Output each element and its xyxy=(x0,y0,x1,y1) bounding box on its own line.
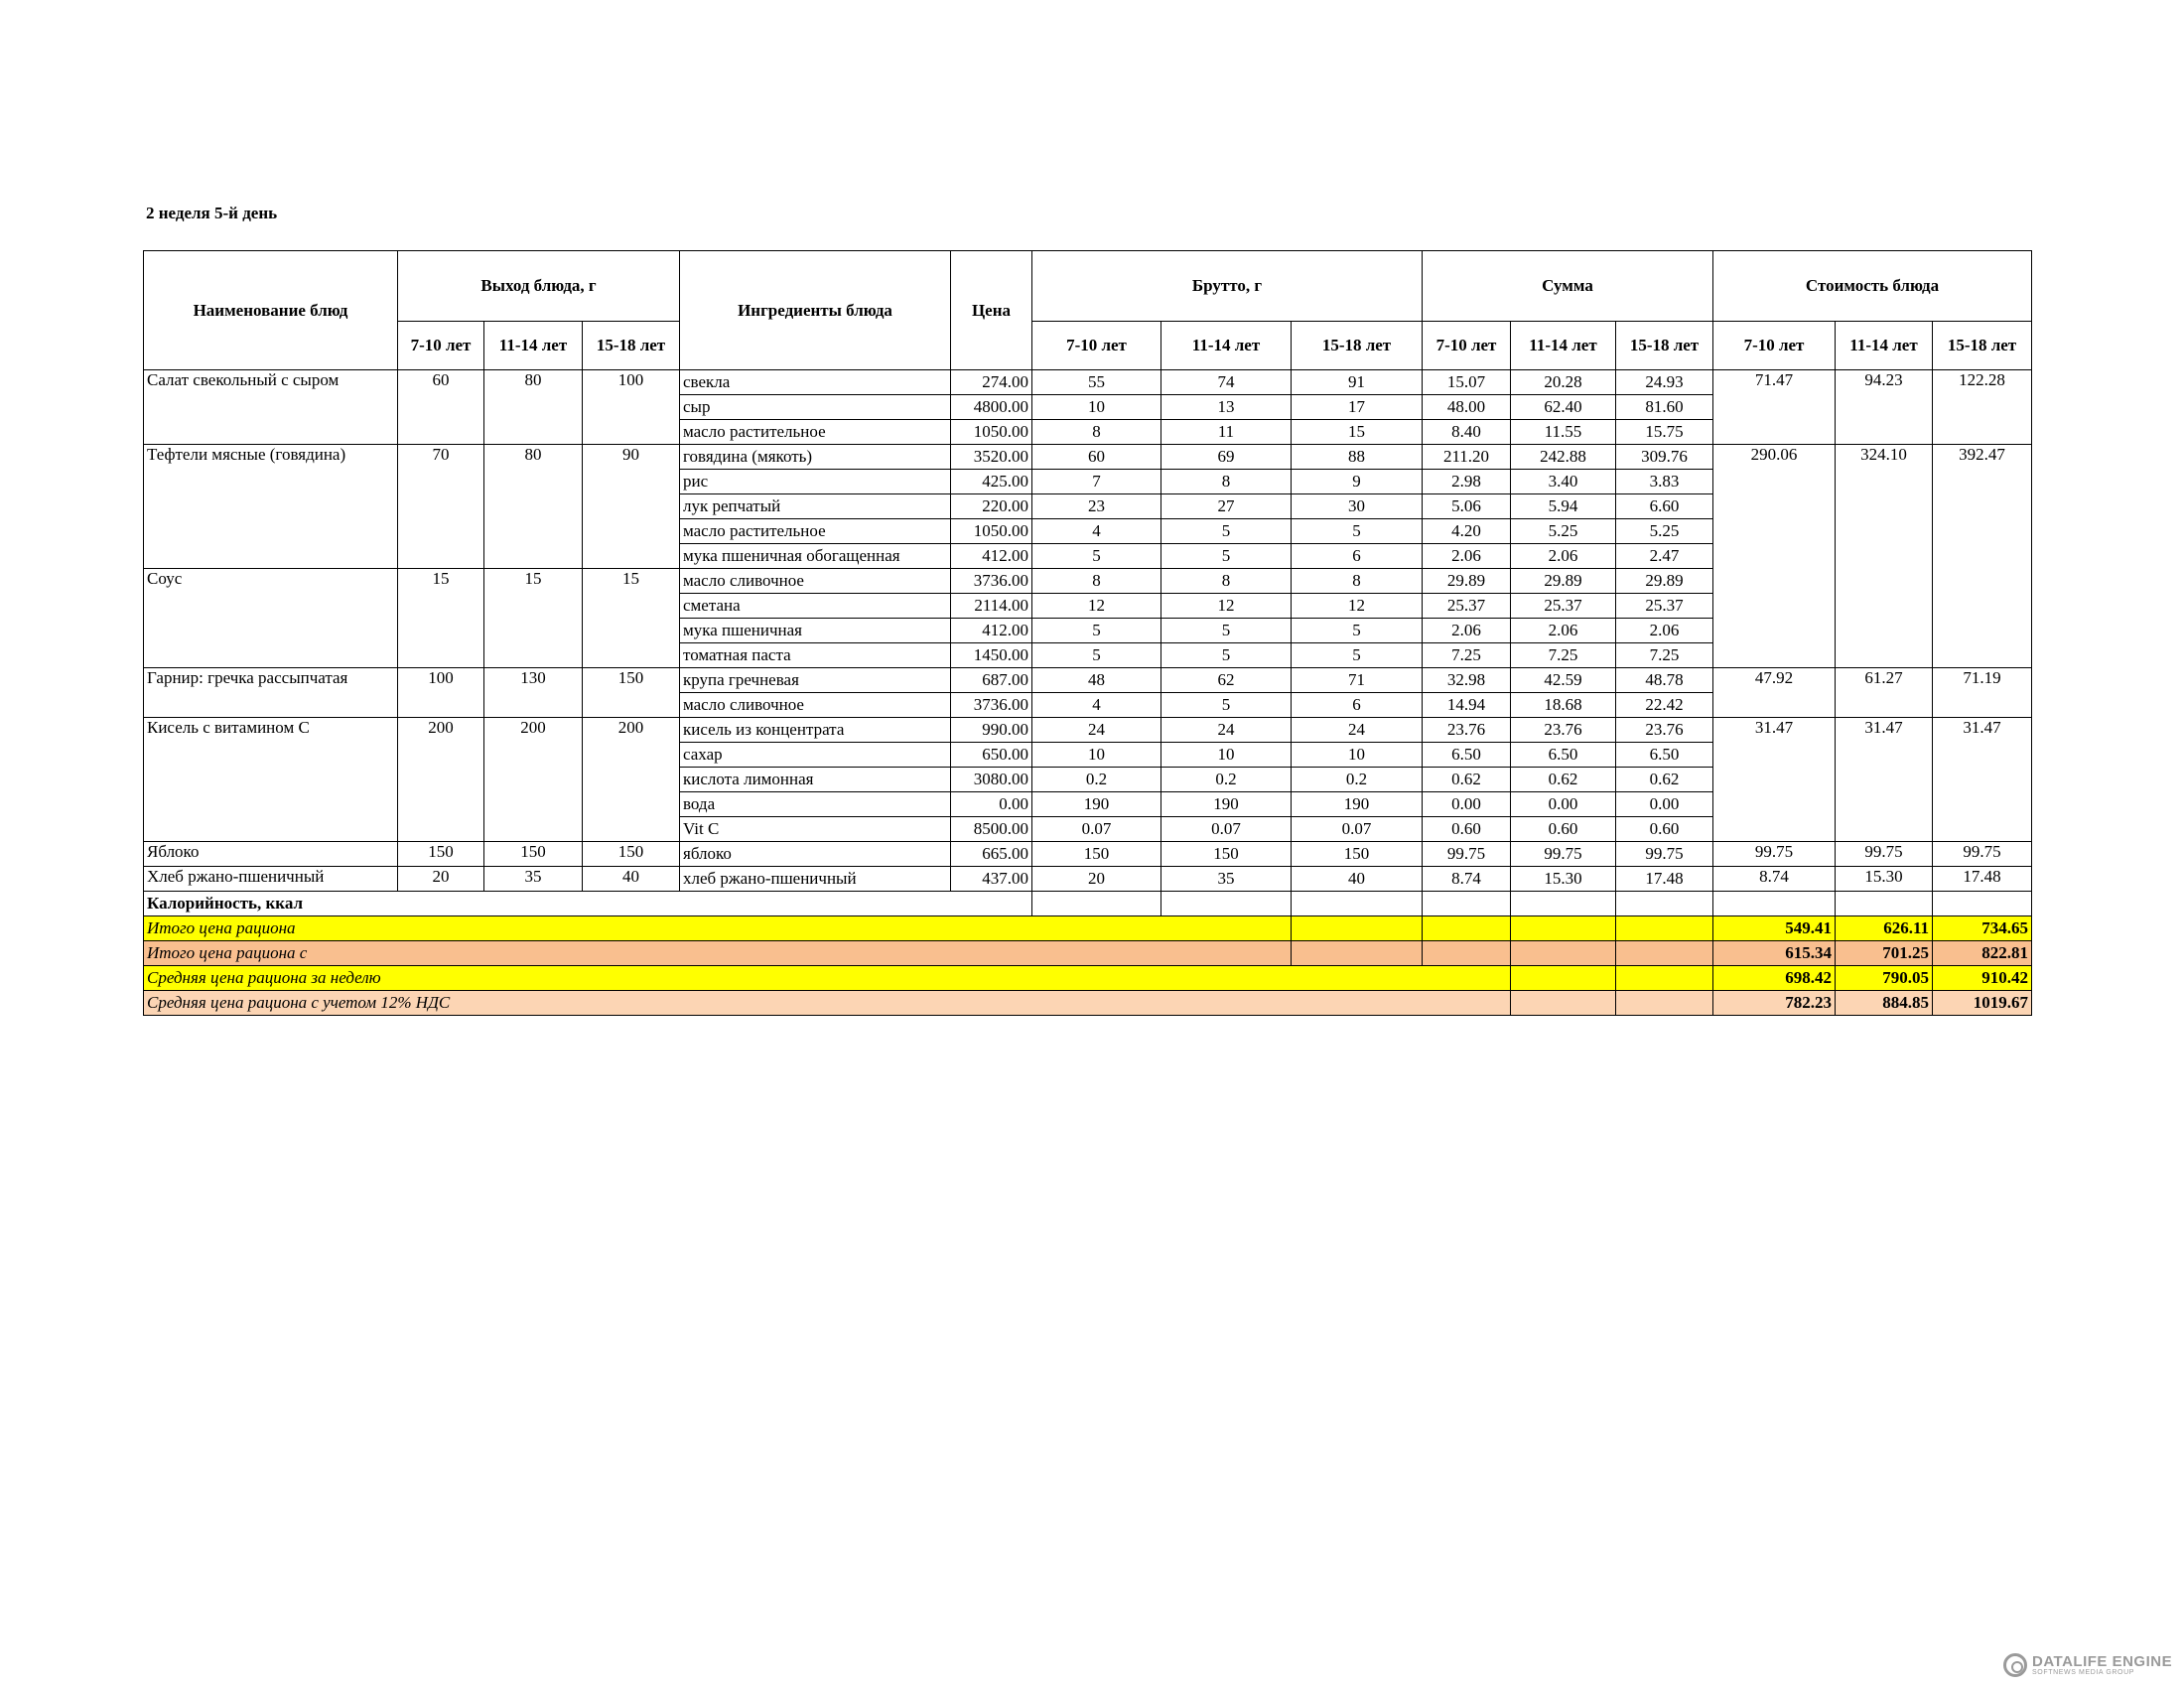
sum-value: 7.25 xyxy=(1423,643,1511,668)
ingredient-price: 8500.00 xyxy=(951,817,1032,842)
ingredient-name: томатная паста xyxy=(680,643,951,668)
ingredient-price: 425.00 xyxy=(951,470,1032,494)
total-empty-cell xyxy=(1616,991,1713,1016)
ingredient-name: рис xyxy=(680,470,951,494)
sum-value: 24.93 xyxy=(1616,370,1713,395)
watermark-title: DATALIFE ENGINE xyxy=(2032,1652,2173,1670)
brutto-value: 5 xyxy=(1161,519,1292,544)
sum-value: 0.00 xyxy=(1616,792,1713,817)
dish-cost-value: 290.06 xyxy=(1713,445,1836,668)
dish-name: Тефтели мясные (говядина) xyxy=(144,445,398,569)
total-value: 910.42 xyxy=(1933,966,2032,991)
sum-value: 3.83 xyxy=(1616,470,1713,494)
total-value: 1019.67 xyxy=(1933,991,2032,1016)
ingredient-name: лук репчатый xyxy=(680,494,951,519)
sum-value: 23.76 xyxy=(1423,718,1511,743)
total-row xyxy=(144,966,2032,991)
watermark-subtitle: SOFTNEWS MEDIA GROUP xyxy=(2032,1668,2135,1676)
brutto-value: 48 xyxy=(1032,668,1161,693)
total-empty-cell xyxy=(1292,916,1423,941)
dish-cost-value: 31.47 xyxy=(1933,718,2032,842)
kcal-empty-cell xyxy=(1511,892,1616,916)
ingredient-price: 412.00 xyxy=(951,544,1032,569)
sum-value: 0.60 xyxy=(1616,817,1713,842)
sum-value: 6.50 xyxy=(1511,743,1616,768)
brutto-value: 5 xyxy=(1032,544,1161,569)
total-empty-cell xyxy=(1511,991,1616,1016)
brutto-value: 20 xyxy=(1032,867,1161,892)
dish-cost-value: 8.74 xyxy=(1713,867,1836,892)
dish-cost-value: 392.47 xyxy=(1933,445,2032,668)
kcal-empty-cell xyxy=(1933,892,2032,916)
ingredient-name: масло сливочное xyxy=(680,569,951,594)
sum-value: 0.60 xyxy=(1423,817,1511,842)
kcal-empty-cell xyxy=(1616,892,1713,916)
total-value: 626.11 xyxy=(1836,916,1933,941)
age-header: 7-10 лет xyxy=(1713,322,1836,370)
sum-value: 25.37 xyxy=(1511,594,1616,619)
brutto-value: 62 xyxy=(1161,668,1292,693)
table-row xyxy=(144,668,2032,693)
sum-value: 2.06 xyxy=(1511,619,1616,643)
ingredient-name: масло растительное xyxy=(680,420,951,445)
ingredient-price: 220.00 xyxy=(951,494,1032,519)
kcal-empty-cell xyxy=(1423,892,1511,916)
brutto-value: 190 xyxy=(1161,792,1292,817)
brutto-value: 8 xyxy=(1161,569,1292,594)
sum-value: 42.59 xyxy=(1511,668,1616,693)
ingredient-price: 1450.00 xyxy=(951,643,1032,668)
dish-cost-value: 99.75 xyxy=(1836,842,1933,867)
sum-value: 6.50 xyxy=(1423,743,1511,768)
total-label: Итого цена рациона с xyxy=(144,941,1292,966)
brutto-value: 24 xyxy=(1032,718,1161,743)
total-row xyxy=(144,991,2032,1016)
ingredient-name: вода xyxy=(680,792,951,817)
brutto-value: 30 xyxy=(1292,494,1423,519)
sum-value: 25.37 xyxy=(1616,594,1713,619)
ingredient-name: сметана xyxy=(680,594,951,619)
yield-value: 20 xyxy=(398,867,484,892)
total-empty-cell xyxy=(1616,916,1713,941)
dish-cost-value: 71.47 xyxy=(1713,370,1836,445)
brutto-value: 4 xyxy=(1032,693,1161,718)
sum-value: 62.40 xyxy=(1511,395,1616,420)
brutto-value: 5 xyxy=(1161,619,1292,643)
age-header: 15-18 лет xyxy=(1933,322,2032,370)
total-row xyxy=(144,916,2032,941)
header-yield: Выход блюда, г xyxy=(398,251,680,322)
ingredient-price: 3080.00 xyxy=(951,768,1032,792)
dish-cost-value: 31.47 xyxy=(1836,718,1933,842)
total-value: 822.81 xyxy=(1933,941,2032,966)
brutto-value: 17 xyxy=(1292,395,1423,420)
header-row-1 xyxy=(144,251,2032,322)
brutto-value: 27 xyxy=(1161,494,1292,519)
brutto-value: 8 xyxy=(1032,420,1161,445)
dish-name: Соус xyxy=(144,569,398,668)
sum-value: 99.75 xyxy=(1511,842,1616,867)
ingredient-price: 3520.00 xyxy=(951,445,1032,470)
total-label: Средняя цена рациона с учетом 12% НДС xyxy=(144,991,1511,1016)
ingredient-name: масло растительное xyxy=(680,519,951,544)
total-empty-cell xyxy=(1616,941,1713,966)
brutto-value: 23 xyxy=(1032,494,1161,519)
ingredient-price: 4800.00 xyxy=(951,395,1032,420)
brutto-value: 91 xyxy=(1292,370,1423,395)
sum-value: 15.75 xyxy=(1616,420,1713,445)
brutto-value: 13 xyxy=(1161,395,1292,420)
dish-name: Гарнир: гречка рассыпчатая xyxy=(144,668,398,718)
dish-name: Хлеб ржано-пшеничный xyxy=(144,867,398,892)
brutto-value: 0.07 xyxy=(1161,817,1292,842)
ingredient-price: 3736.00 xyxy=(951,693,1032,718)
age-header: 15-18 лет xyxy=(1616,322,1713,370)
brutto-value: 12 xyxy=(1292,594,1423,619)
age-header: 7-10 лет xyxy=(398,322,484,370)
brutto-value: 74 xyxy=(1161,370,1292,395)
ingredient-name: сахар xyxy=(680,743,951,768)
kcal-empty-cell xyxy=(1713,892,1836,916)
brutto-value: 8 xyxy=(1292,569,1423,594)
brutto-value: 0.2 xyxy=(1161,768,1292,792)
total-label: Итого цена рациона xyxy=(144,916,1292,941)
dish-cost-value: 61.27 xyxy=(1836,668,1933,718)
total-value: 549.41 xyxy=(1713,916,1836,941)
ingredient-price: 2114.00 xyxy=(951,594,1032,619)
brutto-value: 11 xyxy=(1161,420,1292,445)
dish-name: Кисель с витамином С xyxy=(144,718,398,842)
age-header: 15-18 лет xyxy=(1292,322,1423,370)
datalife-logo-icon xyxy=(2003,1653,2027,1677)
sum-value: 242.88 xyxy=(1511,445,1616,470)
total-label: Средняя цена рациона за неделю xyxy=(144,966,1511,991)
yield-value: 40 xyxy=(583,867,680,892)
kcal-empty-cell xyxy=(1836,892,1933,916)
header-row-2 xyxy=(144,322,2032,370)
brutto-value: 5 xyxy=(1292,519,1423,544)
brutto-value: 5 xyxy=(1032,619,1161,643)
yield-value: 130 xyxy=(484,668,583,718)
ingredient-price: 687.00 xyxy=(951,668,1032,693)
age-header: 11-14 лет xyxy=(1511,322,1616,370)
sum-value: 0.62 xyxy=(1423,768,1511,792)
brutto-value: 5 xyxy=(1161,693,1292,718)
brutto-value: 5 xyxy=(1161,544,1292,569)
brutto-value: 71 xyxy=(1292,668,1423,693)
watermark xyxy=(2003,1653,2172,1677)
brutto-value: 150 xyxy=(1032,842,1161,867)
sum-value: 81.60 xyxy=(1616,395,1713,420)
brutto-value: 88 xyxy=(1292,445,1423,470)
ingredient-price: 412.00 xyxy=(951,619,1032,643)
total-empty-cell xyxy=(1511,916,1616,941)
sum-value: 20.28 xyxy=(1511,370,1616,395)
sum-value: 309.76 xyxy=(1616,445,1713,470)
ingredient-price: 437.00 xyxy=(951,867,1032,892)
table-body xyxy=(144,370,2032,1016)
brutto-value: 8 xyxy=(1161,470,1292,494)
sum-value: 0.00 xyxy=(1423,792,1511,817)
kcal-empty-cell xyxy=(1032,892,1161,916)
dish-name: Салат свекольный с сыром xyxy=(144,370,398,445)
yield-value: 100 xyxy=(398,668,484,718)
ingredient-name: хлеб ржано-пшеничный xyxy=(680,867,951,892)
brutto-value: 4 xyxy=(1032,519,1161,544)
sum-value: 7.25 xyxy=(1511,643,1616,668)
brutto-value: 55 xyxy=(1032,370,1161,395)
brutto-value: 0.07 xyxy=(1032,817,1161,842)
brutto-value: 190 xyxy=(1032,792,1161,817)
brutto-value: 5 xyxy=(1161,643,1292,668)
total-empty-cell xyxy=(1511,941,1616,966)
sum-value: 15.07 xyxy=(1423,370,1511,395)
age-header: 11-14 лет xyxy=(1836,322,1933,370)
sum-value: 5.25 xyxy=(1511,519,1616,544)
sum-value: 5.25 xyxy=(1616,519,1713,544)
header-brutto: Брутто, г xyxy=(1032,251,1423,322)
header-sum: Сумма xyxy=(1423,251,1713,322)
header-price: Цена xyxy=(951,251,1032,370)
sum-value: 29.89 xyxy=(1616,569,1713,594)
brutto-value: 40 xyxy=(1292,867,1423,892)
sum-value: 2.06 xyxy=(1616,619,1713,643)
yield-value: 60 xyxy=(398,370,484,445)
dish-name: Яблоко xyxy=(144,842,398,867)
brutto-value: 35 xyxy=(1161,867,1292,892)
yield-value: 15 xyxy=(583,569,680,668)
sum-value: 14.94 xyxy=(1423,693,1511,718)
dish-cost-value: 99.75 xyxy=(1713,842,1836,867)
sum-value: 5.06 xyxy=(1423,494,1511,519)
ingredient-name: кислота лимонная xyxy=(680,768,951,792)
sum-value: 8.74 xyxy=(1423,867,1511,892)
brutto-value: 69 xyxy=(1161,445,1292,470)
yield-value: 80 xyxy=(484,445,583,569)
table-row xyxy=(144,867,2032,892)
brutto-value: 5 xyxy=(1292,619,1423,643)
ingredient-name: яблоко xyxy=(680,842,951,867)
table-row xyxy=(144,370,2032,395)
sum-value: 0.62 xyxy=(1511,768,1616,792)
total-value: 790.05 xyxy=(1836,966,1933,991)
ingredient-price: 3736.00 xyxy=(951,569,1032,594)
brutto-value: 6 xyxy=(1292,544,1423,569)
sum-value: 99.75 xyxy=(1423,842,1511,867)
age-header: 11-14 лет xyxy=(1161,322,1292,370)
dish-cost-value: 71.19 xyxy=(1933,668,2032,718)
age-header: 11-14 лет xyxy=(484,322,583,370)
brutto-value: 190 xyxy=(1292,792,1423,817)
sum-value: 25.37 xyxy=(1423,594,1511,619)
brutto-value: 7 xyxy=(1032,470,1161,494)
sum-value: 7.25 xyxy=(1616,643,1713,668)
brutto-value: 150 xyxy=(1292,842,1423,867)
table-row xyxy=(144,445,2032,470)
yield-value: 150 xyxy=(398,842,484,867)
total-value: 734.65 xyxy=(1933,916,2032,941)
table-row xyxy=(144,718,2032,743)
ingredient-price: 990.00 xyxy=(951,718,1032,743)
dish-cost-value: 31.47 xyxy=(1713,718,1836,842)
ingredient-price: 1050.00 xyxy=(951,420,1032,445)
sum-value: 211.20 xyxy=(1423,445,1511,470)
sum-value: 11.55 xyxy=(1511,420,1616,445)
brutto-value: 60 xyxy=(1032,445,1161,470)
ingredient-name: говядина (мякоть) xyxy=(680,445,951,470)
brutto-value: 0.2 xyxy=(1032,768,1161,792)
brutto-value: 150 xyxy=(1161,842,1292,867)
yield-value: 35 xyxy=(484,867,583,892)
sum-value: 2.98 xyxy=(1423,470,1511,494)
yield-value: 70 xyxy=(398,445,484,569)
brutto-value: 15 xyxy=(1292,420,1423,445)
brutto-value: 0.07 xyxy=(1292,817,1423,842)
kcal-row xyxy=(144,892,2032,916)
yield-value: 15 xyxy=(398,569,484,668)
yield-value: 80 xyxy=(484,370,583,445)
brutto-value: 24 xyxy=(1292,718,1423,743)
yield-value: 90 xyxy=(583,445,680,569)
sum-value: 2.06 xyxy=(1423,544,1511,569)
brutto-value: 12 xyxy=(1032,594,1161,619)
dish-cost-value: 94.23 xyxy=(1836,370,1933,445)
sum-value: 23.76 xyxy=(1511,718,1616,743)
sum-value: 2.06 xyxy=(1423,619,1511,643)
age-header: 15-18 лет xyxy=(583,322,680,370)
yield-value: 15 xyxy=(484,569,583,668)
ingredient-name: мука пшеничная обогащенная xyxy=(680,544,951,569)
sum-value: 8.40 xyxy=(1423,420,1511,445)
menu-cost-table xyxy=(143,250,2032,1016)
total-empty-cell xyxy=(1292,941,1423,966)
ingredient-price: 665.00 xyxy=(951,842,1032,867)
header-cost: Стоимость блюда xyxy=(1713,251,2032,322)
table-row xyxy=(144,842,2032,867)
brutto-value: 10 xyxy=(1032,743,1161,768)
total-value: 615.34 xyxy=(1713,941,1836,966)
brutto-value: 9 xyxy=(1292,470,1423,494)
total-empty-cell xyxy=(1616,966,1713,991)
sum-value: 29.89 xyxy=(1423,569,1511,594)
sum-value: 0.00 xyxy=(1511,792,1616,817)
page-title: 2 неделя 5-й день xyxy=(146,204,278,222)
sum-value: 99.75 xyxy=(1616,842,1713,867)
brutto-value: 5 xyxy=(1292,643,1423,668)
yield-value: 150 xyxy=(484,842,583,867)
ingredient-name: мука пшеничная xyxy=(680,619,951,643)
sum-value: 17.48 xyxy=(1616,867,1713,892)
sum-value: 3.40 xyxy=(1511,470,1616,494)
brutto-value: 24 xyxy=(1161,718,1292,743)
ingredient-name: кисель из концентрата xyxy=(680,718,951,743)
brutto-value: 5 xyxy=(1032,643,1161,668)
brutto-value: 6 xyxy=(1292,693,1423,718)
age-header: 7-10 лет xyxy=(1423,322,1511,370)
age-header: 7-10 лет xyxy=(1032,322,1161,370)
ingredient-price: 650.00 xyxy=(951,743,1032,768)
dish-cost-value: 15.30 xyxy=(1836,867,1933,892)
total-value: 701.25 xyxy=(1836,941,1933,966)
yield-value: 200 xyxy=(583,718,680,842)
yield-value: 100 xyxy=(583,370,680,445)
header-dish-name: Наименование блюд xyxy=(144,251,398,370)
header-ingredients: Ингредиенты блюда xyxy=(680,251,951,370)
brutto-value: 10 xyxy=(1161,743,1292,768)
total-empty-cell xyxy=(1511,966,1616,991)
ingredient-name: масло сливочное xyxy=(680,693,951,718)
sum-value: 2.47 xyxy=(1616,544,1713,569)
dish-cost-value: 17.48 xyxy=(1933,867,2032,892)
sum-value: 6.60 xyxy=(1616,494,1713,519)
total-row xyxy=(144,941,2032,966)
sum-value: 18.68 xyxy=(1511,693,1616,718)
kcal-empty-cell xyxy=(1161,892,1292,916)
brutto-value: 10 xyxy=(1292,743,1423,768)
brutto-value: 0.2 xyxy=(1292,768,1423,792)
ingredient-name: сыр xyxy=(680,395,951,420)
sum-value: 5.94 xyxy=(1511,494,1616,519)
sum-value: 22.42 xyxy=(1616,693,1713,718)
dish-cost-value: 324.10 xyxy=(1836,445,1933,668)
sum-value: 23.76 xyxy=(1616,718,1713,743)
kcal-label: Калорийность, ккал xyxy=(144,892,1032,916)
sum-value: 48.00 xyxy=(1423,395,1511,420)
brutto-value: 8 xyxy=(1032,569,1161,594)
ingredient-name: крупа гречневая xyxy=(680,668,951,693)
sum-value: 32.98 xyxy=(1423,668,1511,693)
sum-value: 15.30 xyxy=(1511,867,1616,892)
total-value: 884.85 xyxy=(1836,991,1933,1016)
dish-cost-value: 122.28 xyxy=(1933,370,2032,445)
ingredient-name: Vit C xyxy=(680,817,951,842)
ingredient-price: 0.00 xyxy=(951,792,1032,817)
kcal-empty-cell xyxy=(1292,892,1423,916)
dish-cost-value: 47.92 xyxy=(1713,668,1836,718)
yield-value: 200 xyxy=(484,718,583,842)
sum-value: 6.50 xyxy=(1616,743,1713,768)
total-empty-cell xyxy=(1423,941,1511,966)
yield-value: 200 xyxy=(398,718,484,842)
brutto-value: 12 xyxy=(1161,594,1292,619)
total-value: 698.42 xyxy=(1713,966,1836,991)
sum-value: 4.20 xyxy=(1423,519,1511,544)
ingredient-price: 274.00 xyxy=(951,370,1032,395)
total-empty-cell xyxy=(1423,916,1511,941)
total-value: 782.23 xyxy=(1713,991,1836,1016)
yield-value: 150 xyxy=(583,842,680,867)
sum-value: 2.06 xyxy=(1511,544,1616,569)
sum-value: 29.89 xyxy=(1511,569,1616,594)
yield-value: 150 xyxy=(583,668,680,718)
sum-value: 48.78 xyxy=(1616,668,1713,693)
ingredient-name: свекла xyxy=(680,370,951,395)
brutto-value: 10 xyxy=(1032,395,1161,420)
sum-value: 0.60 xyxy=(1511,817,1616,842)
sum-value: 0.62 xyxy=(1616,768,1713,792)
dish-cost-value: 99.75 xyxy=(1933,842,2032,867)
ingredient-price: 1050.00 xyxy=(951,519,1032,544)
